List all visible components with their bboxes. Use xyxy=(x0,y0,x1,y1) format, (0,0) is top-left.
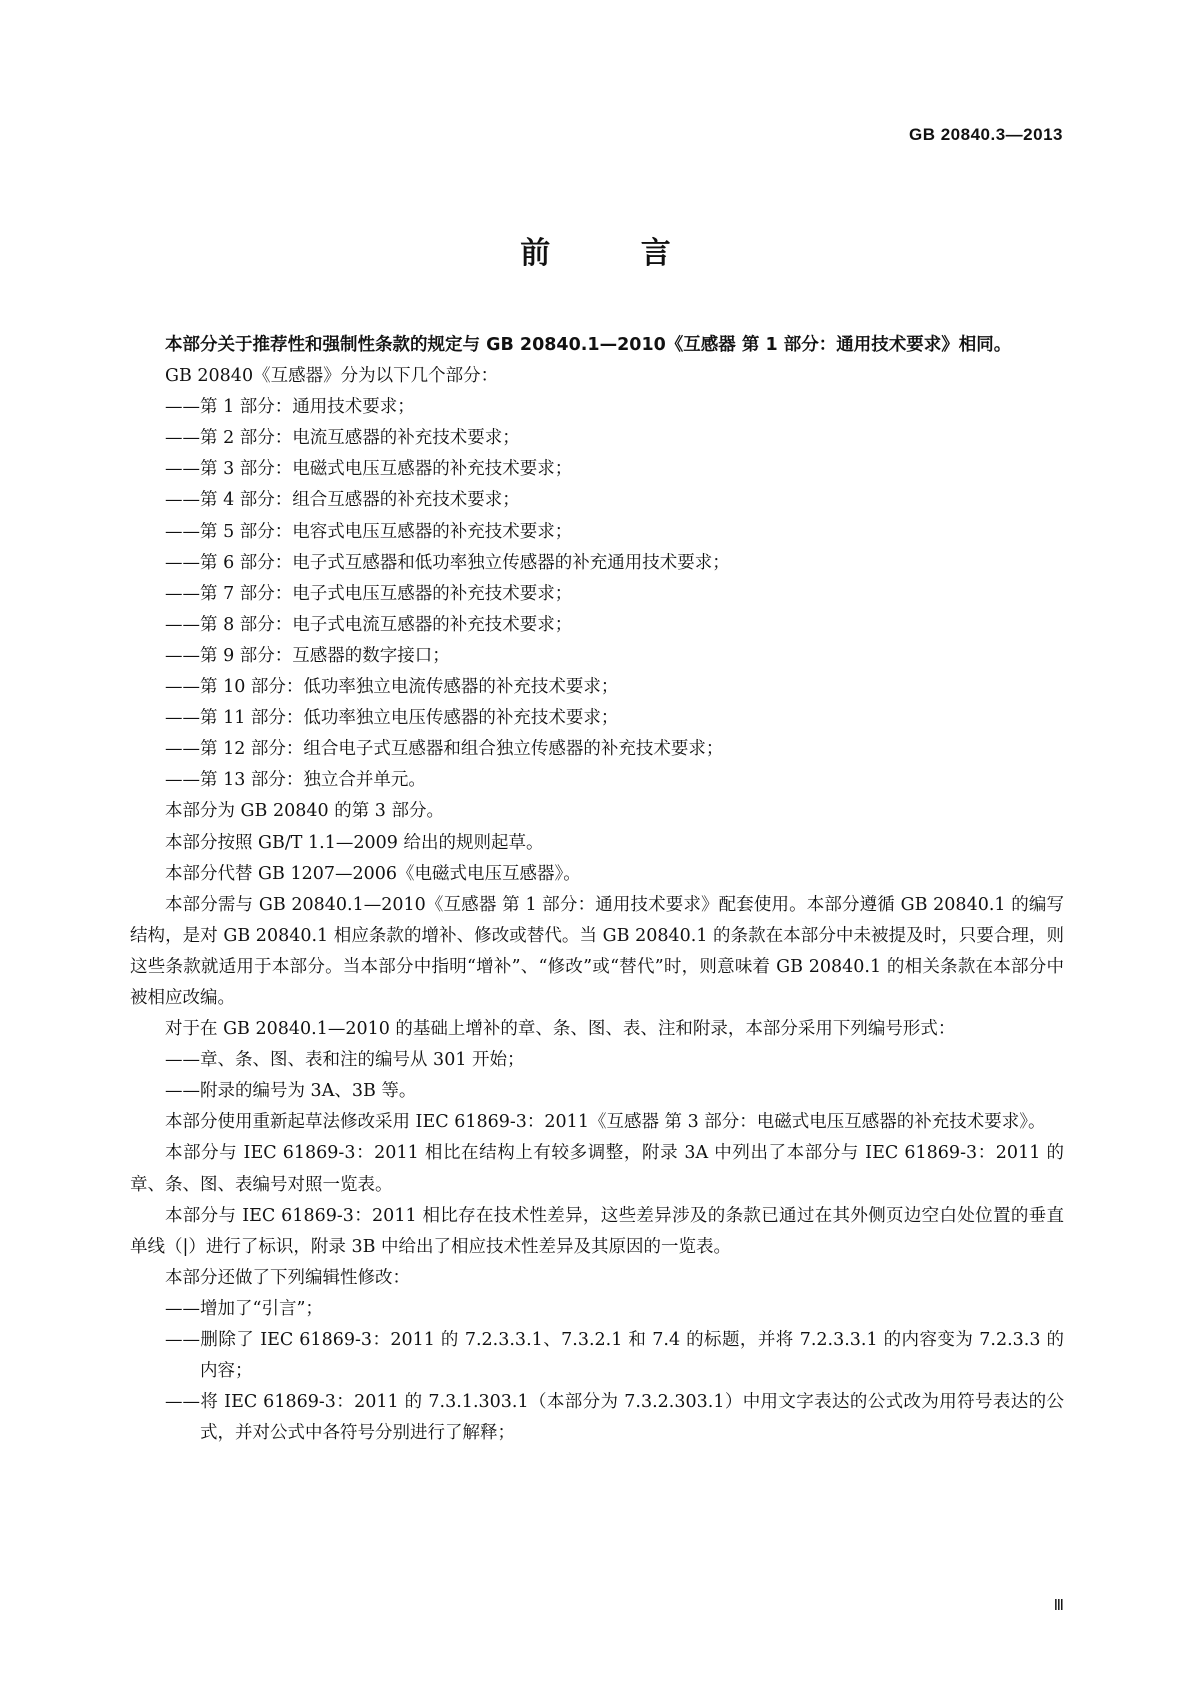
list-item: ——章、条、图、表和注的编号从 301 开始； xyxy=(165,1050,525,1071)
list-item: ——第 6 部分：电子式互感器和低功率独立传感器的补充通用技术要求； xyxy=(165,552,730,573)
paragraph-part-number: 本部分为 GB 20840 的第 3 部分。 xyxy=(165,801,444,822)
paragraph-usage: 本部分需与 GB 20840.1—2010《互感器 第 1 部分：通用技术要求》配套使用。本部分遵循 GB 20840.1 的编写结构，是对 GB 20840.1 相应条款的增补、修改或替代。当 GB 20840.1 的条款在本部分中未被提及时，只要合理，则这些条款就适用于本部分。当本部分中指明“增补”、“修改”或“替代”时，则意味着 GB 20840.1 的相关条款在本部分中被相应改编。 xyxy=(130,894,1064,1008)
list-item: ——第 7 部分：电子式电压互感器的补充技术要求； xyxy=(165,583,573,604)
page-number: Ⅲ xyxy=(1053,1598,1064,1614)
page-title: 前 言 xyxy=(520,236,711,271)
paragraph-provisions: 本部分关于推荐性和强制性条款的规定与 GB 20840.1—2010《互感器 第 1 部分：通用技术要求》相同。 xyxy=(165,335,1012,355)
list-item: ——第 9 部分：互感器的数字接口； xyxy=(165,645,450,666)
list-item: ——第 13 部分：独立合并单元。 xyxy=(165,770,426,791)
paragraph-edits-intro: 本部分还做了下列编辑性修改： xyxy=(165,1267,410,1288)
list-item: ——第 2 部分：电流互感器的补充技术要求； xyxy=(165,428,520,449)
paragraph-technical-differences: 本部分与 IEC 61869-3：2011 相比存在技术性差异，这些差异涉及的条款已通过在其外侧页边空白处位置的垂直单线（|）进行了标识，附录 3B 中给出了相应技术性差异及其原因的一览表。 xyxy=(130,1205,1064,1257)
standard-number: GB 20840.3—2013 xyxy=(909,125,1063,144)
paragraph-numbering-intro: 对于在 GB 20840.1—2010 的基础上增补的章、条、图、表、注和附录，本部分采用下列编号形式： xyxy=(165,1019,956,1040)
list-item: ——第 4 部分：组合互感器的补充技术要求； xyxy=(165,490,520,511)
paragraph-adoption: 本部分使用重新起草法修改采用 IEC 61869-3：2011《互感器 第 3 部分：电磁式电压互感器的补充技术要求》。 xyxy=(165,1112,1046,1133)
list-item: ——第 11 部分：低功率独立电压传感器的补充技术要求； xyxy=(165,708,619,729)
list-item: ——第 3 部分：电磁式电压互感器的补充技术要求； xyxy=(165,459,573,480)
paragraph-drafting-rules: 本部分按照 GB/T 1.1—2009 给出的规则起草。 xyxy=(165,832,544,853)
paragraph-structure: 本部分与 IEC 61869-3：2011 相比在结构上有较多调整，附录 3A 中列出了本部分与 IEC 61869-3：2011 的章、条、图、表编号对照一览表。 xyxy=(130,1143,1064,1195)
list-item: ——将 IEC 61869-3：2011 的 7.3.1.303.1（本部分为 7.3.2.303.1）中用文字表达的公式改为用符号表达的公式，并对公式中各符号分别进行了解释； xyxy=(165,1392,1064,1444)
list-item: ——第 5 部分：电容式电压互感器的补充技术要求； xyxy=(165,521,573,542)
list-item: ——第 12 部分：组合电子式互感器和组合独立传感器的补充技术要求； xyxy=(165,739,724,760)
list-item: ——第 10 部分：低功率独立电流传感器的补充技术要求； xyxy=(165,677,619,698)
list-item: ——删除了 IEC 61869-3：2011 的 7.2.3.3.1、7.3.2.1 和 7.4 的标题，并将 7.2.3.3.1 的内容变为 7.2.3.3 的内容； xyxy=(165,1330,1064,1382)
document-body xyxy=(130,330,1064,1449)
list-item: ——第 8 部分：电子式电流互感器的补充技术要求； xyxy=(165,614,573,635)
paragraph-parts-intro: GB 20840《互感器》分为以下几个部分： xyxy=(165,366,499,387)
parts-list xyxy=(130,392,1064,796)
list-item: ——增加了“引言”； xyxy=(165,1298,323,1319)
paragraph-replaces: 本部分代替 GB 1207—2006《电磁式电压互感器》。 xyxy=(165,863,581,884)
list-item: ——第 1 部分：通用技术要求； xyxy=(165,397,415,418)
edits-list xyxy=(130,1294,1064,1449)
numbering-list xyxy=(130,1045,1064,1107)
list-item: ——附录的编号为 3A、3B 等。 xyxy=(165,1081,417,1102)
